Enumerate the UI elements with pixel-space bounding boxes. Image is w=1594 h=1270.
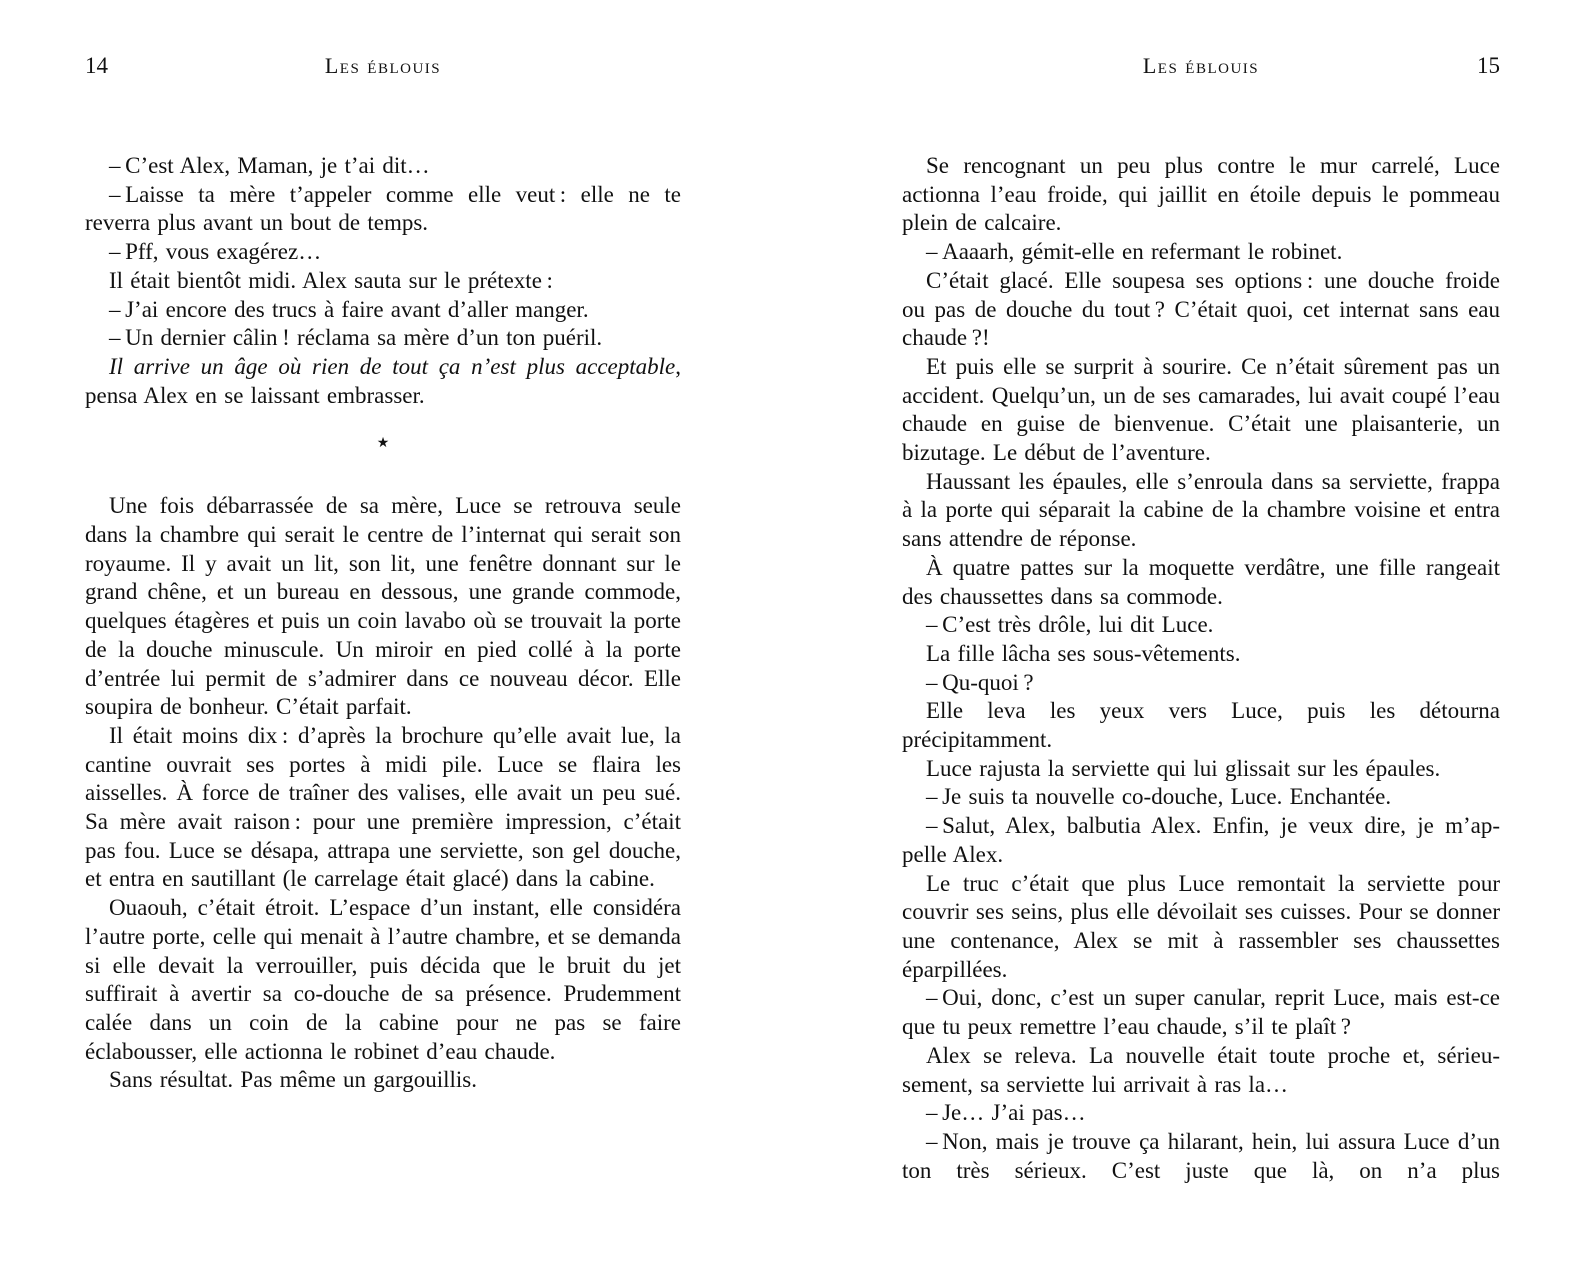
text-run: – Un dernier câlin ! réclama sa mère d’un ton puéril. xyxy=(109,325,603,351)
left-page-body xyxy=(85,152,681,1095)
text-run: Luce rajusta la serviette qui lui glissait sur les épaules. xyxy=(926,755,1441,781)
paragraph xyxy=(902,697,1500,754)
paragraph xyxy=(902,755,1500,784)
paragraph xyxy=(902,783,1500,812)
paragraph xyxy=(85,894,681,1066)
text-run: Haussant les épaules, elle s’enroula dans sa serviette, frappa à la porte qui séparait la cabine de la chambre voisine et entra sans attendre de réponse. xyxy=(902,468,1500,552)
paragraph xyxy=(902,611,1500,640)
right-page-body xyxy=(902,152,1500,1185)
text-run: – Salut, Alex, balbutia Alex. Enfin, je veux dire, je m’appelle Alex. xyxy=(902,813,1500,867)
text-run: , pensa Alex en se laissant embrasser. xyxy=(85,353,681,408)
paragraph xyxy=(85,492,681,722)
paragraph xyxy=(85,324,681,353)
text-run: – Je suis ta nouvelle co-douche, Luce. Enchantée. xyxy=(926,784,1392,810)
paragraph xyxy=(902,1099,1500,1128)
text-run: Le truc c’était que plus Luce remontait la serviette pour couvrir ses seins, plus elle dévoilait ses cuisses. Pour se donner une contenance, Alex se mit à rassembler ses chaussettes éparpillées. xyxy=(902,870,1500,982)
text-run: À quatre pattes sur la moquette verdâtre, une fille rangeait des chaussettes dans sa commode. xyxy=(902,554,1500,609)
text-run: Sans résultat. Pas même un gargouillis. xyxy=(109,1067,478,1093)
paragraph xyxy=(85,238,681,267)
page-number-right: 15 xyxy=(1477,53,1500,78)
text-run: – Je… J’ai pas… xyxy=(926,1100,1086,1126)
paragraph xyxy=(902,870,1500,985)
paragraph xyxy=(85,296,681,325)
paragraph xyxy=(902,554,1500,611)
paragraph xyxy=(902,640,1500,669)
paragraph xyxy=(902,152,1500,238)
page-number-left: 14 xyxy=(85,53,108,78)
text-run: – C’est Alex, Maman, je t’ai dit… xyxy=(109,153,430,178)
text-run: – Aaaarh, gémit-elle en refermant le robinet. xyxy=(926,239,1343,265)
text-run: – Laisse ta mère t’appeler comme elle veut : elle ne te reverra plus avant un bout de temps. xyxy=(85,181,681,236)
paragraph xyxy=(902,353,1500,468)
paragraph xyxy=(902,1128,1500,1185)
running-header-right: Les éblouis xyxy=(1142,53,1260,78)
text-run: Se rencognant un peu plus contre le mur carrelé, Luce actionna l’eau froide, qui jaillit en étoile depuis le pommeau plein de calcaire. xyxy=(902,153,1500,236)
running-header-left: Les éblouis xyxy=(324,53,442,78)
paragraph xyxy=(902,238,1500,267)
paragraph xyxy=(902,669,1500,698)
text-run: – Non, mais je trouve ça hilarant, hein, lui assura Luce d’un ton très sérieux. C’est juste que là, on n’a plus xyxy=(902,1128,1500,1183)
paragraph xyxy=(902,984,1500,1041)
paragraph xyxy=(85,267,681,296)
text-run: La fille lâcha ses sous-vêtements. xyxy=(926,640,1241,666)
paragraph xyxy=(85,722,681,894)
text-run: – Qu-quoi ? xyxy=(926,669,1034,695)
text-run: Et puis elle se surprit à sourire. Ce n’était sûrement pas un accident. Quelqu’un, un de ses camarades, lui avait coupé l’eau chaude en guise de bienvenue. C’était une plaisanterie, un bizutage. Le début de l’aventure. xyxy=(902,353,1500,466)
text-run: – C’est très drôle, lui dit Luce. xyxy=(926,612,1214,638)
paragraph xyxy=(902,1042,1500,1099)
paragraph xyxy=(902,267,1500,353)
italic-text-run: Il arrive un âge où rien de tout ça n’est plus acceptable xyxy=(109,353,676,379)
text-run: Elle leva les yeux vers Luce, puis les détourna précipitamment. xyxy=(902,698,1500,753)
text-run: – Oui, donc, c’est un super canular, reprit Luce, mais est-ce que tu peux remettre l’eau chaude, s’il te plaît ? xyxy=(902,985,1500,1040)
paragraph xyxy=(902,812,1500,869)
text-run: Ouaouh, c’était étroit. L’espace d’un instant, elle considéra l’autre porte, celle qui menait à l’autre chambre, et se demanda si elle devait la verrouiller, puis décida que le bruit du jet suffirait à avertir sa co-douche de sa présence. Prudemment calée dans un coin de la cabine pour ne pas se faire éclabousser, elle actionna le robinet d’eau chaude. xyxy=(85,895,681,1064)
right-page-header xyxy=(902,52,1500,80)
paragraph xyxy=(85,353,681,410)
left-page-header xyxy=(85,52,681,80)
text-run: Il était bientôt midi. Alex sauta sur le prétexte : xyxy=(109,267,553,293)
text-run: – J’ai encore des trucs à faire avant d’aller manger. xyxy=(109,296,589,322)
text-run: – Pff, vous exagérez… xyxy=(109,239,322,265)
right-page xyxy=(797,0,1594,1270)
text-run: Une fois débarrassée de sa mère, Luce se retrouva seule dans la chambre qui serait le centre de l’internat qui serait son royaume. Il y avait un lit, son lit, une fenêtre donnant sur le grand chêne, et un bureau en dessous, une grande commode, quelques étagères et puis un coin lavabo où se trouvait la porte de la douche minuscule. Un miroir en pied collé à la porte d’entrée lui permit de s’admirer dans ce nouveau décor. Elle soupira de bonheur. C’était parfait. xyxy=(85,493,681,720)
text-run: Alex se releva. La nouvelle était toute proche et, sérieusement, sa serviette lui arrivait à ras la… xyxy=(902,1042,1500,1097)
text-run: C’était glacé. Elle soupesa ses options : une douche froide ou pas de douche du tout ? C’était quoi, cet internat sans eau chaude ?! xyxy=(902,267,1500,351)
paragraph xyxy=(85,1066,681,1095)
paragraph xyxy=(85,152,681,181)
text-run: Il était moins dix : d’après la brochure qu’elle avait lue, la cantine ouvrait ses portes à midi pile. Luce se flaira les aisselles. À force de traîner des valises, elle avait un peu sué. Sa mère avait raison : pour une première impression, c’était pas fou. Luce se désapa, attrapa une serviette, son gel douche, et entra en sautillant (le carrelage était glacé) dans la cabine. xyxy=(85,722,681,892)
paragraph xyxy=(902,468,1500,554)
section-break-star-icon: ★ xyxy=(376,436,390,452)
paragraph xyxy=(85,181,681,238)
